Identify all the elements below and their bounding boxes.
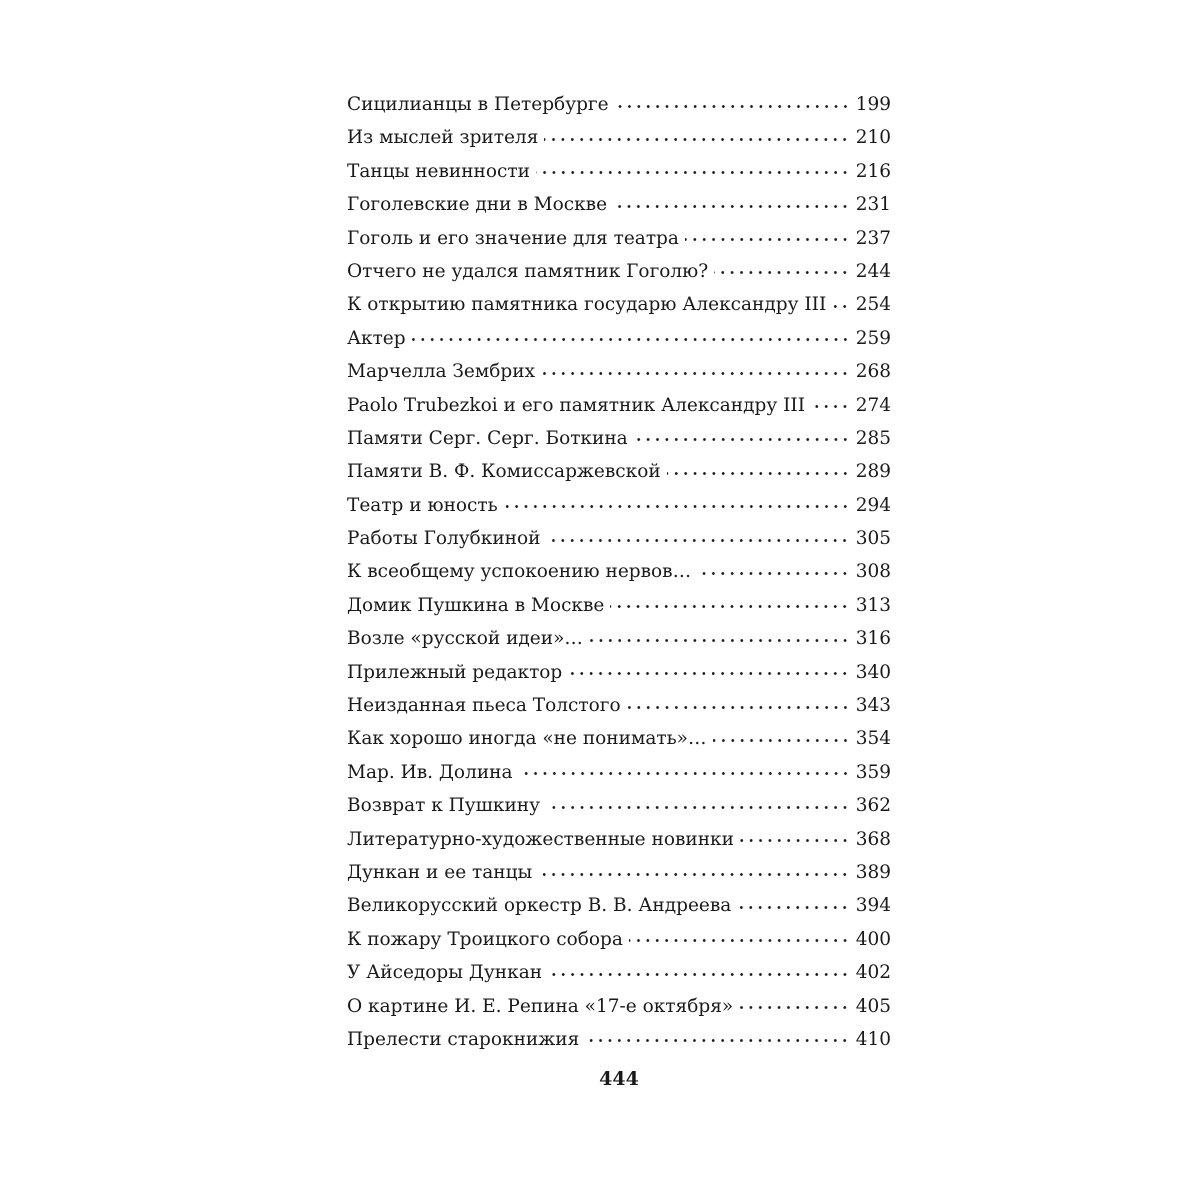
toc-entry — [347, 689, 891, 722]
page-number: 444 — [599, 1068, 639, 1090]
toc-entry — [347, 88, 891, 121]
toc-entry — [347, 722, 891, 755]
dot-leader — [504, 491, 850, 510]
toc-entry — [347, 756, 891, 789]
dot-leader — [714, 257, 850, 276]
dot-leader — [585, 1025, 849, 1044]
toc-entry-title: Как хорошо иногда «не понимать»… — [347, 728, 707, 750]
toc-entry-title: Танцы невинности — [347, 160, 530, 182]
dot-leader — [538, 858, 849, 877]
toc-entry-page: 313 — [855, 594, 891, 616]
toc-entry-title: Литературно-художественные новинки — [347, 828, 734, 850]
toc-entry — [347, 923, 891, 956]
toc-entry-page: 308 — [855, 561, 891, 583]
toc-entry-page: 268 — [855, 361, 891, 383]
dot-leader — [737, 891, 849, 910]
toc-entry-title: Мар. Ив. Долина — [347, 761, 513, 783]
dot-leader — [610, 591, 849, 610]
toc-entry-page: 343 — [855, 695, 891, 717]
dot-leader — [412, 324, 850, 343]
toc-entry-title: Возле «русской идеи»… — [347, 628, 583, 650]
toc-entry-page: 389 — [855, 861, 891, 883]
toc-entry-title: Прилежный редактор — [347, 661, 563, 683]
toc-entry — [347, 255, 891, 288]
toc-entry — [347, 188, 891, 221]
dot-leader — [740, 825, 850, 844]
toc-entry-page: 289 — [855, 461, 891, 483]
dot-leader — [615, 90, 850, 109]
dot-leader — [536, 157, 850, 176]
toc-entry-title: Неизданная пьеса Толстого — [347, 695, 621, 717]
dot-leader — [548, 958, 850, 977]
dot-leader — [697, 558, 850, 577]
toc-entry-page: 244 — [855, 260, 891, 282]
toc-entry — [347, 889, 891, 922]
toc-entry-title: Возврат к Пушкину — [347, 795, 540, 817]
toc-entry — [347, 389, 891, 422]
toc-entry-title: Памяти Серг. Серг. Боткина — [347, 427, 628, 449]
toc-entry-title: Домик Пушкина в Москве — [347, 594, 605, 616]
toc-entry — [347, 489, 891, 522]
dot-leader — [739, 992, 850, 1011]
toc-entry-page: 210 — [855, 127, 891, 149]
dot-leader — [519, 758, 850, 777]
toc-entry-page: 305 — [855, 528, 891, 550]
dot-leader — [544, 123, 849, 142]
dot-leader — [546, 791, 850, 810]
toc-entry-title: Гоголь и его значение для театра — [347, 227, 679, 249]
toc-entry-page: 254 — [855, 294, 891, 316]
dot-leader — [713, 724, 850, 743]
toc-entry — [347, 856, 891, 889]
toc-entry-title: Гоголевские дни в Москве — [347, 194, 608, 216]
toc-entry-title: Актер — [347, 327, 406, 349]
dot-leader — [667, 457, 850, 476]
toc-entry — [347, 222, 891, 255]
dot-leader — [629, 925, 850, 944]
toc-entry — [347, 155, 891, 188]
toc-entry-page: 274 — [855, 394, 891, 416]
toc-entry-page: 231 — [855, 194, 891, 216]
toc-entry-title: К открытию памятника государю Александру III — [347, 294, 827, 316]
toc-entry — [347, 956, 891, 989]
toc-entry — [347, 522, 891, 555]
toc-entry — [347, 990, 891, 1023]
toc-entry-page: 340 — [855, 661, 891, 683]
table-of-contents — [347, 88, 891, 1056]
toc-entry — [347, 823, 891, 856]
toc-entry-page: 368 — [855, 828, 891, 850]
toc-entry — [347, 455, 891, 488]
toc-entry — [347, 422, 891, 455]
toc-entry-page: 359 — [855, 761, 891, 783]
dot-leader — [613, 190, 850, 209]
toc-entry-page: 285 — [855, 427, 891, 449]
toc-entry-title: Марчелла Зембрих — [347, 361, 536, 383]
toc-entry — [347, 622, 891, 655]
dot-leader — [627, 691, 850, 710]
toc-entry-title: Отчего не удался памятник Гоголю? — [347, 260, 709, 282]
toc-entry-page: 294 — [855, 494, 891, 516]
toc-entry-title: Великорусский оркестр В. В. Андреева — [347, 895, 732, 917]
toc-entry-page: 410 — [855, 1028, 891, 1050]
toc-entry — [347, 121, 891, 154]
toc-entry-page: 362 — [855, 795, 891, 817]
toc-entry-title: Театр и юность — [347, 494, 498, 516]
dot-leader — [634, 424, 850, 443]
toc-entry-title: Прелести старокнижия — [347, 1028, 580, 1050]
toc-entry-title: Из мыслей зрителя — [347, 127, 539, 149]
toc-entry — [347, 589, 891, 622]
toc-entry — [347, 355, 891, 388]
dot-leader — [685, 224, 850, 243]
toc-entry — [347, 555, 891, 588]
toc-entry-page: 237 — [855, 227, 891, 249]
toc-entry-title: О картине И. Е. Репина «17-е октября» — [347, 995, 734, 1017]
toc-entry-title: Дункан и ее танцы — [347, 861, 533, 883]
toc-entry — [347, 789, 891, 822]
toc-entry-page: 316 — [855, 628, 891, 650]
dot-leader — [811, 391, 850, 410]
toc-entry-title: Paolo Trubezkoi и его памятник Александру III — [347, 394, 806, 416]
dot-leader — [589, 624, 850, 643]
toc-entry-page: 394 — [855, 895, 891, 917]
toc-entry — [347, 656, 891, 689]
dot-leader — [546, 524, 849, 543]
dot-leader — [541, 357, 850, 376]
toc-entry — [347, 288, 891, 321]
dot-leader — [568, 658, 849, 677]
toc-entry-title: Памяти В. Ф. Комиссаржевской — [347, 461, 661, 483]
toc-entry — [347, 1023, 891, 1056]
toc-entry-title: У Айседоры Дункан — [347, 962, 543, 984]
toc-entry-page: 354 — [855, 728, 891, 750]
toc-entry-page: 259 — [855, 327, 891, 349]
toc-entry-title: К всеобщему успокоению нервов… — [347, 561, 692, 583]
toc-entry — [347, 322, 891, 355]
dot-leader — [832, 290, 849, 309]
toc-entry-page: 400 — [855, 928, 891, 950]
toc-entry-page: 402 — [855, 962, 891, 984]
toc-entry-title: Работы Голубкиной — [347, 528, 541, 550]
toc-entry-page: 199 — [855, 94, 891, 115]
toc-entry-title: Сицилианцы в Петербурге — [347, 94, 609, 115]
toc-entry-title: К пожару Троицкого собора — [347, 928, 623, 950]
toc-entry-page: 216 — [855, 160, 891, 182]
toc-entry-page: 405 — [855, 995, 891, 1017]
